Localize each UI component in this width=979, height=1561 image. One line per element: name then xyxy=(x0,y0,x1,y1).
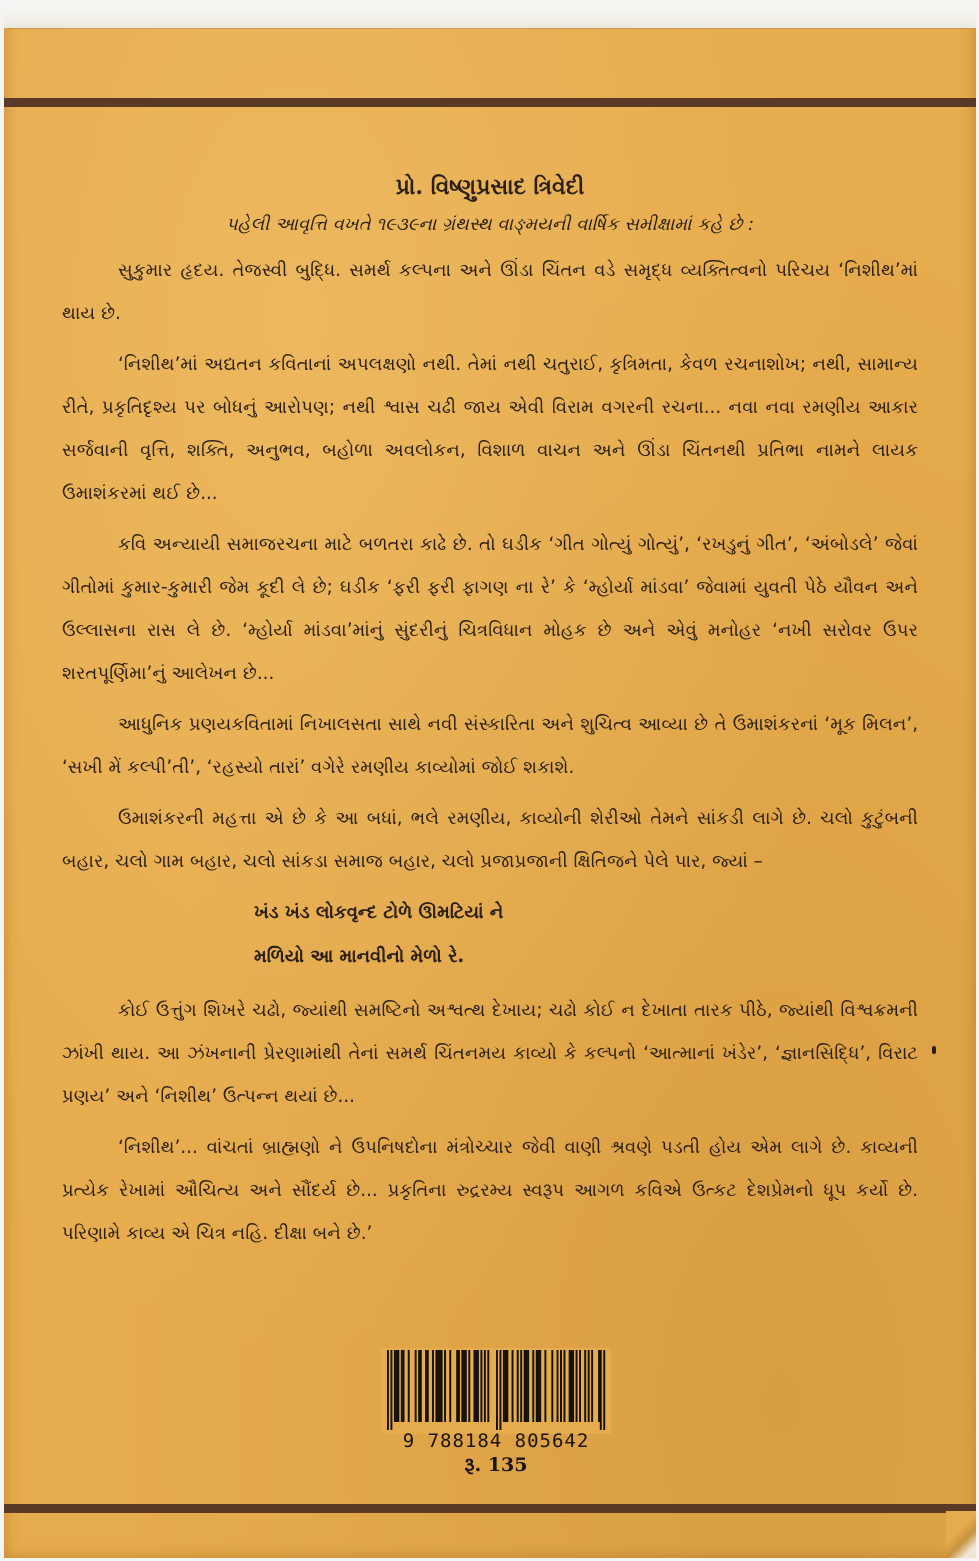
isbn-number: 9 788184 805642 xyxy=(402,1430,590,1452)
barcode-bar xyxy=(456,1350,458,1422)
barcode-bar xyxy=(538,1350,540,1422)
barcode-bar xyxy=(441,1350,443,1422)
barcode-bar xyxy=(390,1350,392,1430)
verse-quote xyxy=(254,891,918,979)
blurb-text-block xyxy=(62,174,918,1263)
paragraph-7: ‘નિશીથ’... વાંચતાં બ્રાહ્મણો ને ઉપનિષદોના મંત્રોચ્ચાર જેવી વાણી શ્રવણે પડતી હોય એમ લાગે છે. કાવ્યની પ્રત્યેક રેખામાં ઔચિત્ય અને સૌંદર્ય છે... પ્રકૃતિના રુદ્રરમ્ય સ્વરૂપ આગળ કવિએ ઉત્કટ દેશપ્રેમનો ધૂપ કર્યો છે. પરિણામે કાવ્ય એ ચિત્ર નહિ. દીક્ષા બને છે.’ xyxy=(62,1137,918,1244)
paragraph-1: સુકુમાર હૃદય. તેજસ્વી બુદ્ધિ. સમર્થ કલ્પના અને ઊંડા ચિંતન વડે સમૃદ્ધ વ્યક્તિત્વનો પરિચય ‘નિશીથ’માં થાય છે. xyxy=(62,260,918,324)
barcode-bar xyxy=(427,1350,429,1422)
barcode-bar xyxy=(572,1350,574,1422)
barcode-bar xyxy=(600,1350,602,1430)
barcode-bar xyxy=(570,1350,572,1422)
barcode-bar xyxy=(439,1350,441,1422)
worn-corner xyxy=(946,1511,976,1558)
verse-line-1: ખંડ ખંડ લોકવૃન્દ ટોળે ઊમટિયાં ને xyxy=(254,902,504,923)
barcode-bar xyxy=(527,1350,529,1422)
barcode-bar xyxy=(496,1350,498,1430)
barcode-bar xyxy=(551,1350,553,1422)
barcode-bar xyxy=(506,1350,508,1422)
book-back-cover xyxy=(4,6,976,1558)
barcode-bar xyxy=(396,1350,398,1422)
paragraph-5: ઉમાશંકરની મહત્તા એ છે કે આ બધાં, ભલે રમણીય, કાવ્યોની શેરીઓ તેમને સાંકડી લાગે છે. ચલો કુટુંબની બહાર, ચલો ગામ બહાર, ચલો સાંકડા સમાજ બહાર, ચલો પ્રજાપ્રજાની ક્ષિતિજને પેલે પાર, જ્યાં – xyxy=(62,808,918,872)
barcode-bar xyxy=(435,1350,437,1422)
bottom-rule xyxy=(4,1504,976,1513)
barcode-bar xyxy=(387,1350,389,1430)
barcode-bar xyxy=(474,1350,476,1422)
barcode-bar xyxy=(520,1350,522,1422)
barcode-bar xyxy=(401,1350,403,1422)
barcode-bar xyxy=(579,1350,581,1422)
barcode-bar xyxy=(560,1350,562,1422)
barcode-bar xyxy=(532,1350,534,1422)
barcode-bar xyxy=(512,1350,514,1422)
price-label: રૂ. 135 xyxy=(464,1454,528,1476)
barcode-bar xyxy=(503,1350,505,1422)
barcode-bar xyxy=(444,1350,446,1422)
barcode-bar xyxy=(603,1350,605,1430)
barcode-bar xyxy=(525,1350,527,1422)
barcode-bars xyxy=(381,1348,611,1430)
barcode-bar xyxy=(394,1350,396,1422)
barcode-bar xyxy=(420,1350,422,1422)
barcode-graphic xyxy=(381,1348,611,1434)
barcode-bar xyxy=(418,1350,420,1422)
barcode-bar xyxy=(517,1350,519,1422)
barcode-bar xyxy=(576,1350,578,1422)
ink-spot xyxy=(932,1046,936,1054)
paragraph-3: કવિ અન્યાયી સમાજરચના માટે બળતરા કાઢે છે. તો ઘડીક ‘ગીત ગોત્યું ગોત્યું’, ‘રખડુનું ગીત’, ‘અંબોડલે’ જેવાં ગીતોમાં કુમાર-કુમારી જેમ કૂદી લે છે; ઘડીક ‘ફરી ફરી ફાગણ ના રે’ કે ‘મ્હોર્યા માંડવા’ જેવામાં યુવતી પેઠે યૌવન અને ઉલ્લાસના રાસ લે છે. ‘મ્હોર્યા માંડવા’માંનું સુંદરીનું ચિત્રવિધાન મોહક છે અને એવું મનોહર ‘નખી સરોવર ઉપર શરતપૂર્ણિમા’નું આલેખન છે... xyxy=(62,534,918,684)
barcode-bar xyxy=(480,1350,482,1422)
barcode-bar xyxy=(461,1350,463,1422)
barcode-bar xyxy=(539,1350,541,1422)
top-scan-margin xyxy=(4,6,976,29)
barcode-bar xyxy=(591,1350,593,1422)
verse-line-2: મળિયો આ માનવીનો મેળો રે. xyxy=(254,946,465,967)
author-heading: પ્રો. વિષ્ણુપ્રસાદ ત્રિવેદી xyxy=(395,174,585,200)
barcode-bar xyxy=(468,1350,470,1422)
barcode-bar xyxy=(569,1350,571,1422)
barcode-bar xyxy=(505,1350,507,1422)
barcode-bar xyxy=(397,1350,399,1422)
barcode-bar xyxy=(584,1350,586,1422)
barcode-bar xyxy=(487,1350,489,1422)
isbn-barcode-block xyxy=(381,1348,611,1476)
barcode-bar xyxy=(449,1350,451,1422)
barcode-bar xyxy=(544,1350,546,1422)
barcode-bar xyxy=(475,1350,477,1422)
barcode-bar xyxy=(408,1350,410,1422)
barcode-bar xyxy=(425,1350,427,1422)
paragraph-6: કોઈ ઉત્તુંગ શિખરે ચઢો, જ્યાંથી સમષ્ટિનો અશ્વત્થ દેખાય; ચઢો કોઈ ન દેખાતા તારક પીઠે, જ્યાંથી વિશ્વક્રમની ઝાંખી થાય. આ ઝંખનાની પ્રેરણામાંથી તેનાં સમર્થ ચિંતનમય કાવ્યો કે કલ્પનો ‘આત્માનાં ખંડેર’, ‘જ્ઞાનસિદ્ધિ’, વિરાટ પ્રણય’ અને ‘નિશીથ’ ઉત્પન્ન થયાં છે... xyxy=(62,1000,918,1107)
barcode-bar xyxy=(536,1350,538,1422)
paragraph-2: ‘નિશીથ’માં અદ્યતન કવિતાનાં અપલક્ષણો નથી. તેમાં નથી ચતુરાઈ, કૃત્રિમતા, કેવળ રચનાશોખ; નથી, સામાન્ય રીતે, પ્રકૃતિદૃશ્ય પર બોધનું આરોપણ; નથી શ્વાસ ચઢી જાય એવી વિરામ વગરની રચના... નવા નવા રમણીય આકાર સર્જવાની વૃત્તિ, શક્તિ, અનુભવ, બહોળા અવલોકન, વિશાળ વાચન અને ઊંડા ચિંતનથી પ્રતિભા નામને લાયક ઉમાશંકરમાં થઈ છે... xyxy=(62,354,918,504)
barcode-bar xyxy=(598,1350,600,1422)
top-rule xyxy=(4,98,976,107)
barcode-bar xyxy=(484,1350,486,1422)
barcode-bar xyxy=(465,1350,467,1422)
barcode-bar xyxy=(458,1350,460,1422)
barcode-bar xyxy=(463,1350,465,1422)
barcode-bar xyxy=(588,1350,590,1422)
barcode-bar xyxy=(437,1350,439,1422)
barcode-bar xyxy=(557,1350,559,1422)
barcode-bar xyxy=(432,1350,434,1422)
barcode-bar xyxy=(477,1350,479,1422)
barcode-bar xyxy=(415,1350,417,1422)
barcode-bar xyxy=(563,1350,565,1422)
paragraph-4: આધુનિક પ્રણયકવિતામાં નિખાલસતા સાથે નવી સંસ્કારિતા અને શુચિત્વ આવ્યા છે તે ઉમાશંકરનાં ‘મૂક મિલન’, ‘સખી મેં કલ્પી’તી’, ‘રહસ્યો તારાં’ વગેરે રમણીય કાવ્યોમાં જોઈ શકાશે. xyxy=(62,714,918,778)
barcode-bar xyxy=(524,1350,526,1422)
barcode-bar xyxy=(499,1350,501,1430)
review-subheading: પહેલી આવૃત્તિ વખતે ૧૯૩૯ના ગ્રંથસ્થ વાઙ્મયની વાર્ષિક સમીક્ષામાં કહે છે : xyxy=(225,214,755,235)
barcode-bar xyxy=(403,1350,405,1422)
